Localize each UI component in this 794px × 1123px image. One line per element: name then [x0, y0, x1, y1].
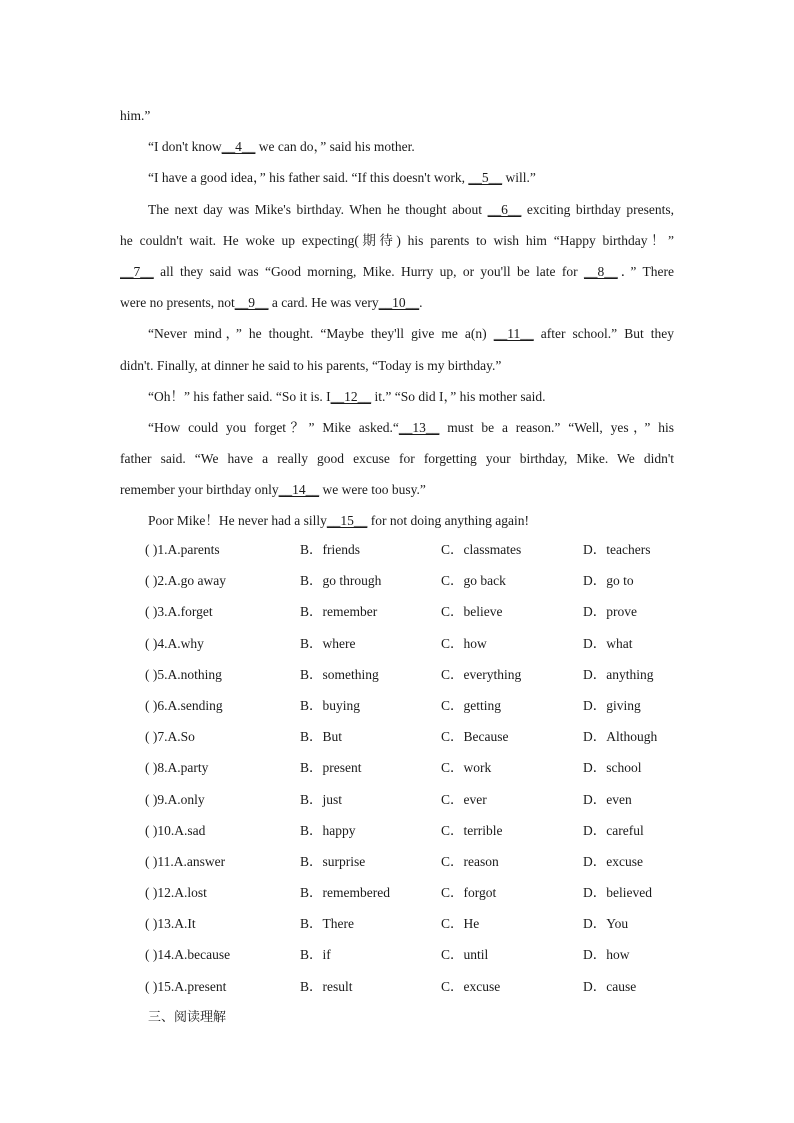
passage-text: we can do，” said his mother. [255, 139, 415, 155]
question-row-2 [145, 565, 705, 596]
passage-text: all they said was “Good morning, Mike. Hurry up, or you'll be late for [153, 263, 584, 279]
question-row-13 [145, 908, 705, 939]
passage-line [120, 194, 674, 225]
question-row-10 [145, 815, 705, 846]
question-row-12 [145, 877, 705, 908]
passage-text: it.” “So did I，” his mother said. [371, 388, 546, 404]
option-b: B．remembered [300, 885, 390, 901]
option-a: ( )7.A.So [145, 729, 195, 745]
blank-7: __7__ [120, 263, 154, 279]
passage-text: Poor Mike！He never had a silly [148, 513, 327, 529]
question-row-5 [145, 659, 705, 690]
passage-text: after school.” But they [533, 326, 674, 342]
option-a: ( )13.A.It [145, 916, 196, 932]
blank-9: __9__ [234, 295, 269, 311]
question-row-14 [145, 939, 705, 970]
option-a: ( )3.A.forget [145, 604, 213, 620]
passage-line [120, 350, 674, 381]
option-c: C．until [441, 947, 489, 963]
section-heading: 三、阅读理解 [148, 1010, 227, 1025]
passage-text: “How could you forget？” Mike asked.“ [148, 419, 399, 435]
option-c: C．believe [441, 604, 503, 620]
option-d: D．Although [583, 729, 658, 745]
passage-line [120, 256, 674, 287]
passage-text: “Oh！” his father said. “So it is. I [148, 388, 331, 404]
option-c: C．ever [441, 791, 487, 807]
option-d: D．believed [583, 885, 652, 901]
passage-line [120, 381, 674, 412]
question-row-3 [145, 596, 705, 627]
option-d: D．teachers [583, 542, 651, 557]
option-a: ( )8.A.party [145, 760, 209, 776]
option-a: ( )9.A.only [145, 791, 205, 807]
passage-text: will.” [502, 170, 536, 186]
passage-text: “I have a good idea，” his father said. “If this doesn't work, [148, 170, 469, 186]
option-b: B．remember [300, 604, 378, 620]
passage-text: he couldn't wait. He woke up expecting(期待) his parents to wish him “Happy birthday！” [120, 232, 674, 248]
option-c: C．work [441, 760, 492, 776]
question-row-4 [145, 628, 705, 659]
option-d: D．even [583, 791, 632, 807]
blank-13: __13__ [398, 419, 440, 435]
option-c: C．go back [441, 573, 506, 589]
blank-14: __14__ [278, 482, 320, 498]
option-d: D．careful [583, 822, 644, 838]
option-b: B．just [300, 791, 343, 807]
passage-line [120, 287, 674, 318]
option-d: D．excuse [583, 853, 643, 869]
passage-line [120, 443, 674, 474]
option-b: B．result [300, 978, 353, 994]
option-b: B．friends [300, 542, 360, 557]
option-d: D．what [583, 635, 633, 651]
passage-text: for not doing anything again! [367, 513, 529, 529]
passage-text: “I don't know [148, 139, 222, 155]
option-c: C．reason [441, 853, 499, 869]
passage-text: didn't. Finally, at dinner he said to his parents, “Today is my birthday.” [120, 357, 502, 373]
option-c: C．getting [441, 697, 501, 713]
passage-line [120, 131, 674, 162]
passage-text: exciting birthday presents, [521, 201, 674, 217]
blank-15: __15__ [326, 513, 368, 529]
option-b: B．There [300, 916, 354, 932]
answer-options [145, 534, 705, 1002]
option-c: C．terrible [441, 822, 503, 838]
option-c: C．classmates [441, 542, 522, 557]
option-d: D．giving [583, 697, 641, 713]
blank-10: __10__ [378, 295, 420, 311]
cloze-passage [120, 100, 674, 537]
question-row-9 [145, 784, 705, 815]
option-d: D．how [583, 947, 630, 963]
passage-text: The next day was Mike's birthday. When he thought about [148, 201, 488, 217]
option-b: B．if [300, 947, 331, 963]
option-a: ( )1.A.parents [145, 542, 220, 557]
passage-text: ．” There [617, 263, 674, 279]
option-d: D．go to [583, 573, 634, 589]
passage-text: “Never mind，” he thought. “Maybe they'll give me a(n) [148, 326, 494, 342]
blank-6: __6__ [487, 201, 522, 217]
passage-text: must be a reason.” “Well, yes，” his [439, 419, 674, 435]
blank-12: __12__ [330, 388, 372, 404]
question-row-1 [145, 534, 705, 565]
option-d: D．You [583, 916, 629, 932]
blank-11: __11__ [493, 326, 534, 342]
question-row-7 [145, 721, 705, 752]
option-a: ( )12.A.lost [145, 885, 207, 901]
passage-line [120, 474, 674, 505]
option-b: B．buying [300, 697, 361, 713]
option-b: B．where [300, 635, 356, 651]
passage-text: a card. He was very [268, 295, 379, 311]
option-d: D．cause [583, 978, 637, 994]
option-b: B．go through [300, 573, 382, 589]
passage-line [120, 162, 674, 193]
option-c: C．excuse [441, 978, 501, 994]
option-a: ( )2.A.go away [145, 573, 226, 589]
passage-text: . [419, 295, 423, 311]
option-c: C．everything [441, 666, 522, 682]
option-c: C．Because [441, 729, 509, 745]
question-row-8 [145, 752, 705, 783]
question-row-15 [145, 971, 705, 1002]
option-d: D．school [583, 760, 642, 776]
option-a: ( )14.A.because [145, 947, 231, 963]
question-row-6 [145, 690, 705, 721]
option-d: D．prove [583, 604, 637, 620]
option-a: ( )11.A.answer [145, 853, 226, 869]
question-row-11 [145, 846, 705, 877]
passage-line [120, 225, 674, 256]
passage-line [120, 318, 674, 349]
blank-5: __5__ [468, 170, 503, 186]
option-c: C．forgot [441, 885, 497, 901]
option-b: B．happy [300, 822, 356, 838]
passage-line [120, 412, 674, 443]
option-d: D．anything [583, 666, 654, 682]
option-b: B．surprise [300, 853, 366, 869]
option-a: ( )5.A.nothing [145, 666, 222, 682]
passage-line [120, 100, 674, 131]
option-a: ( )15.A.present [145, 978, 227, 994]
passage-line [120, 505, 674, 536]
passage-text: remember your birthday only [120, 482, 279, 498]
passage-text: father said. “We have a really good excuse for forgetting your birthday, Mike. We didn't [120, 451, 674, 467]
option-a: ( )10.A.sad [145, 822, 206, 838]
option-b: B．But [300, 729, 343, 745]
option-a: ( )6.A.sending [145, 697, 223, 713]
option-b: B．something [300, 666, 379, 682]
option-a: ( )4.A.why [145, 635, 204, 651]
option-b: B．present [300, 760, 362, 776]
option-c: C．how [441, 635, 487, 651]
passage-text: we were too busy.” [319, 482, 426, 498]
blank-4: __4__ [221, 139, 256, 155]
passage-text: were no presents, not [120, 295, 235, 311]
blank-8: __8__ [583, 263, 618, 279]
passage-text: him.” [120, 108, 151, 123]
option-c: C．He [441, 916, 480, 932]
